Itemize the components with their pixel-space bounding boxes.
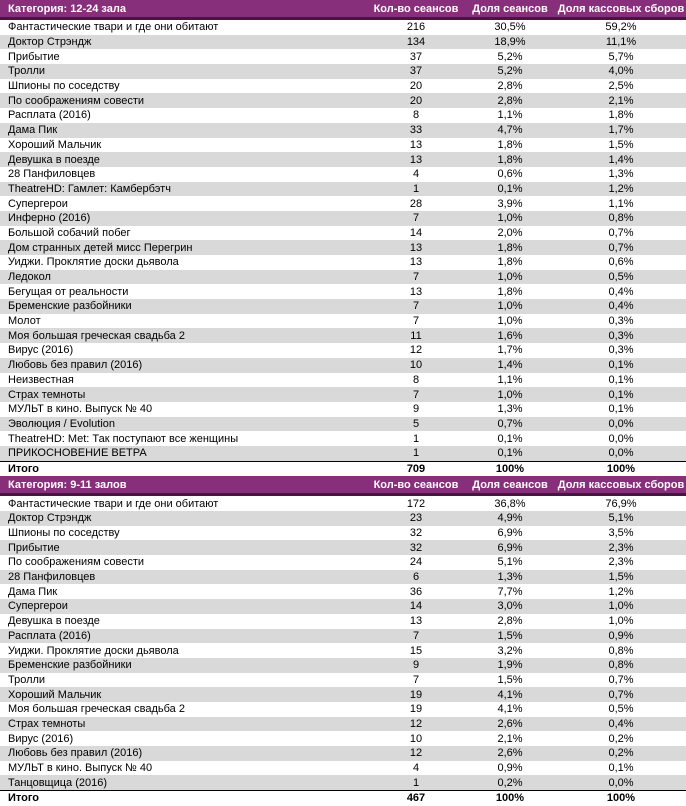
table-row (0, 240, 686, 255)
movie-title-cell: Расплата (2016) (8, 109, 91, 122)
sessions-count-cell: 20 (368, 93, 464, 108)
movie-title-cell: По соображениям совести (0, 93, 368, 108)
sessions-share-cell: 1,3% (464, 570, 556, 585)
movie-title-cell: Тролли (8, 673, 46, 686)
movie-title-cell: Дама Пик (8, 585, 58, 598)
sessions-share-cell: 2,8% (497, 615, 523, 628)
sessions-share-cell: 3,2% (497, 644, 523, 657)
sessions-count-cell: 15 (409, 644, 423, 657)
sessions-count-cell: 12 (409, 344, 423, 357)
boxoffice-share-cell: 0,8% (556, 211, 686, 226)
table-row (0, 495, 686, 511)
sessions-count-cell: 20 (409, 80, 423, 93)
table-row (0, 687, 686, 702)
boxoffice-share-cell: 1,5% (556, 570, 686, 585)
sessions-share-cell: 1,4% (464, 358, 556, 373)
sessions-share-cell: 0,1% (464, 182, 556, 197)
table-row (0, 673, 686, 688)
sessions-share-cell: 2,6% (464, 717, 556, 732)
sessions-share-cell: 1,8% (497, 138, 523, 151)
sessions-count-cell: 28 (409, 197, 423, 210)
total-label: Итого (0, 791, 368, 806)
sessions-share-cell: 4,1% (464, 687, 556, 702)
movie-title-cell: Хороший Мальчик (8, 138, 102, 151)
table-row (0, 511, 686, 526)
sessions-count-cell: 172 (406, 497, 426, 510)
boxoffice-share-cell: 0,8% (556, 658, 686, 673)
movie-title-cell: Неизвестная (8, 373, 74, 386)
sessions-share-cell: 1,5% (464, 629, 556, 644)
movie-title-cell: Страх темноты (0, 717, 368, 732)
table-row (0, 19, 686, 35)
sessions-share-cell: 1,0% (464, 387, 556, 402)
column-header-sessions-share: Доля сеансов (464, 476, 556, 495)
movie-title-cell: Бременские разбойники (0, 658, 368, 673)
movie-title-cell: Дама Пик (0, 123, 368, 138)
sessions-count-cell: 6 (368, 570, 464, 585)
table-row (0, 540, 686, 555)
boxoffice-share-cell: 0,1% (556, 358, 686, 373)
movie-title-cell: Эволюция / Evolution (0, 417, 368, 432)
sessions-share-cell: 0,1% (497, 432, 523, 445)
sessions-count-cell: 9 (368, 658, 464, 673)
column-header-boxoffice-share: Доля кассовых сборов (556, 476, 686, 495)
sessions-share-cell: 2,8% (497, 80, 523, 93)
boxoffice-share-cell: 11,1% (556, 35, 686, 50)
sessions-share-cell: 1,1% (497, 109, 523, 122)
sessions-count-cell: 10 (409, 732, 423, 745)
table-row (0, 658, 686, 673)
table-row (0, 431, 686, 446)
movie-title-cell: Ледокол (0, 270, 368, 285)
movie-title-cell: МУЛЬТ в кино. Выпуск № 40 (8, 762, 153, 775)
table-row (0, 555, 686, 570)
movie-title-cell: Большой собачий побег (8, 226, 131, 239)
table-row (0, 211, 686, 226)
sessions-count-cell: 37 (368, 64, 464, 79)
table-row (0, 182, 686, 197)
movie-title-cell: TheatreHD: Met: Так поступают все женщины (8, 432, 239, 445)
sessions-count-cell: 4 (412, 168, 420, 181)
total-boxoffice-share: 100% (556, 461, 686, 476)
table-row (0, 284, 686, 299)
sessions-share-cell: 1,0% (464, 299, 556, 314)
sessions-count-cell: 23 (368, 511, 464, 526)
table-row (0, 387, 686, 402)
movie-title-cell: Вирус (2016) (8, 732, 74, 745)
halls-9-11-table (0, 476, 686, 805)
sessions-count-cell: 36 (409, 585, 423, 598)
movie-title-cell: 28 Панфиловцев (0, 570, 368, 585)
boxoffice-share-cell: 0,7% (608, 673, 634, 686)
boxoffice-share-cell: 0,4% (608, 285, 634, 298)
sessions-count-cell: 13 (409, 615, 423, 628)
table-row (0, 226, 686, 241)
table-row (0, 328, 686, 343)
boxoffice-share-cell: 1,7% (556, 123, 686, 138)
table-row (0, 314, 686, 329)
sessions-share-cell: 2,0% (497, 226, 523, 239)
sessions-count-cell: 7 (368, 211, 464, 226)
sessions-count-cell: 32 (368, 540, 464, 555)
category-header: Категория: 12-24 зала (0, 0, 368, 19)
column-header-boxoffice-share: Доля кассовых сборов (556, 0, 686, 19)
boxoffice-share-cell: 0,5% (608, 703, 634, 716)
sessions-share-cell: 6,9% (464, 540, 556, 555)
table-row (0, 373, 686, 388)
category-header: Категория: 9-11 залов (0, 476, 368, 495)
table-row (0, 138, 686, 153)
movie-title-cell: Фантастические твари и где они обитают (8, 497, 219, 510)
boxoffice-share-cell: 2,3% (556, 540, 686, 555)
sessions-count-cell: 13 (368, 240, 464, 255)
boxoffice-share-cell: 2,5% (608, 80, 634, 93)
sessions-share-cell: 5,2% (464, 64, 556, 79)
sessions-count-cell: 7 (368, 629, 464, 644)
column-header-sessions-share: Доля сеансов (464, 0, 556, 19)
table-row (0, 584, 686, 599)
sessions-count-cell: 1 (368, 446, 464, 461)
movie-title-cell: Дом странных детей мисс Перегрин (0, 240, 368, 255)
table-row (0, 270, 686, 285)
total-sessions-share: 100% (464, 461, 556, 476)
movie-title-cell: Шпионы по соседству (8, 80, 120, 93)
table-row (0, 35, 686, 50)
sessions-count-cell: 7 (412, 315, 420, 328)
table-row (0, 417, 686, 432)
table-row (0, 526, 686, 541)
movie-title-cell: TheatreHD: Гамлет: Камбербэтч (0, 182, 368, 197)
table-row (0, 629, 686, 644)
total-sessions-count: 709 (368, 461, 464, 476)
sessions-share-cell: 5,1% (497, 556, 523, 569)
boxoffice-share-cell: 1,1% (608, 197, 634, 210)
boxoffice-share-cell: 59,2% (605, 21, 637, 34)
sessions-share-cell: 4,1% (497, 703, 523, 716)
table-row (0, 152, 686, 167)
table-row (0, 570, 686, 585)
boxoffice-share-cell: 0,1% (608, 762, 634, 775)
movie-title-cell: Любовь без правил (2016) (0, 746, 368, 761)
sessions-share-cell: 0,6% (497, 168, 523, 181)
sessions-share-cell: 1,6% (464, 328, 556, 343)
sessions-count-cell: 13 (409, 138, 423, 151)
table-row (0, 123, 686, 138)
boxoffice-share-cell: 2,3% (608, 556, 634, 569)
movie-title-cell: Уиджи. Проклятие доски дьявола (8, 644, 179, 657)
table-row (0, 196, 686, 211)
sessions-share-cell: 1,8% (497, 285, 523, 298)
boxoffice-share-cell: 1,4% (556, 152, 686, 167)
sessions-count-cell: 32 (409, 527, 423, 540)
sessions-count-cell: 19 (409, 703, 423, 716)
table-row (0, 343, 686, 358)
table-row (0, 775, 686, 790)
total-row (0, 461, 686, 476)
sessions-count-cell: 1 (412, 432, 420, 445)
movie-title-cell: Супергерои (0, 599, 368, 614)
table-row (0, 167, 686, 182)
sessions-count-cell: 14 (409, 226, 423, 239)
table-row (0, 717, 686, 732)
boxoffice-share-cell: 2,1% (556, 93, 686, 108)
boxoffice-share-cell: 1,8% (608, 109, 634, 122)
sessions-count-cell: 216 (406, 21, 426, 34)
sessions-share-cell: 18,9% (464, 35, 556, 50)
sessions-share-cell: 0,1% (464, 446, 556, 461)
boxoffice-share-cell: 0,0% (608, 432, 634, 445)
movie-title-cell: МУЛЬТ в кино. Выпуск № 40 (8, 403, 153, 416)
sessions-share-cell: 1,3% (497, 403, 523, 416)
table-row (0, 49, 686, 64)
sessions-share-cell: 6,9% (497, 527, 523, 540)
sessions-share-cell: 1,1% (497, 373, 523, 386)
movie-title-cell: Прибытие (8, 50, 60, 63)
boxoffice-share-cell: 5,1% (556, 511, 686, 526)
sessions-count-cell: 7 (368, 299, 464, 314)
table-row (0, 299, 686, 314)
sessions-count-cell: 19 (368, 687, 464, 702)
boxoffice-share-cell: 0,2% (556, 746, 686, 761)
sessions-share-cell: 5,2% (497, 50, 523, 63)
sessions-count-cell: 13 (409, 285, 423, 298)
sessions-share-cell: 1,5% (497, 673, 523, 686)
boxoffice-share-cell: 4,0% (556, 64, 686, 79)
boxoffice-share-cell: 0,0% (556, 446, 686, 461)
sessions-count-cell: 5 (368, 417, 464, 432)
movie-title-cell: По соображениям совести (8, 556, 145, 569)
sessions-share-cell: 2,1% (497, 732, 523, 745)
movie-title-cell: Шпионы по соседству (8, 527, 120, 540)
sessions-share-cell: 0,7% (464, 417, 556, 432)
sessions-count-cell: 1 (368, 775, 464, 790)
sessions-share-cell: 1,7% (497, 344, 523, 357)
sessions-share-cell: 0,2% (464, 775, 556, 790)
table-row (0, 599, 686, 614)
table-row (0, 402, 686, 417)
sessions-share-cell: 36,8% (494, 497, 526, 510)
movie-title-cell: Бегущая от реальности (8, 285, 129, 298)
boxoffice-share-cell: 0,9% (556, 629, 686, 644)
table-row (0, 79, 686, 94)
boxoffice-share-cell: 0,2% (608, 732, 634, 745)
table-row (0, 731, 686, 746)
sessions-share-cell: 1,0% (497, 315, 523, 328)
boxoffice-share-cell: 3,5% (608, 527, 634, 540)
movie-title-cell: Супергерои (8, 197, 68, 210)
table-row (0, 761, 686, 776)
total-row (0, 791, 686, 806)
sessions-count-cell: 1 (368, 182, 464, 197)
movie-title-cell: Прибытие (0, 540, 368, 555)
table-row (0, 446, 686, 461)
sessions-share-cell: 2,6% (464, 746, 556, 761)
boxoffice-share-cell: 0,1% (556, 387, 686, 402)
column-header-sessions-count: Кол-во сеансов (368, 0, 464, 19)
boxoffice-share-cell: 1,2% (608, 585, 634, 598)
boxoffice-share-cell: 0,4% (556, 717, 686, 732)
movie-title-cell: Моя большая греческая свадьба 2 (0, 328, 368, 343)
sessions-share-cell: 4,7% (464, 123, 556, 138)
sessions-share-cell: 4,9% (464, 511, 556, 526)
sessions-count-cell: 12 (368, 717, 464, 732)
movie-title-cell: Девушка в поезде (0, 152, 368, 167)
sessions-share-cell: 7,7% (497, 585, 523, 598)
boxoffice-share-cell: 0,6% (608, 256, 634, 269)
table-row (0, 358, 686, 373)
movie-title-cell: Доктор Стрэндж (0, 511, 368, 526)
table-row (0, 614, 686, 629)
movie-title-cell: 28 Панфиловцев (8, 168, 96, 181)
sessions-count-cell: 33 (368, 123, 464, 138)
sessions-count-cell: 7 (368, 270, 464, 285)
movie-title-cell: Молот (8, 315, 41, 328)
sessions-share-cell: 1,0% (464, 211, 556, 226)
boxoffice-share-cell: 1,5% (608, 138, 634, 151)
total-sessions-share: 100% (464, 791, 556, 806)
table-row (0, 702, 686, 717)
total-boxoffice-share: 100% (556, 791, 686, 806)
sessions-share-cell: 3,9% (497, 197, 523, 210)
movie-title-cell: Любовь без правил (2016) (0, 358, 368, 373)
table-row (0, 643, 686, 658)
boxoffice-share-cell: 0,0% (556, 775, 686, 790)
sessions-share-cell: 0,9% (497, 762, 523, 775)
sessions-count-cell: 13 (368, 152, 464, 167)
sessions-count-cell: 14 (368, 599, 464, 614)
table-row (0, 93, 686, 108)
movie-title-cell: Уиджи. Проклятие доски дьявола (8, 256, 179, 269)
boxoffice-share-cell: 0,7% (556, 240, 686, 255)
sessions-count-cell: 24 (409, 556, 423, 569)
sessions-count-cell: 12 (368, 746, 464, 761)
boxoffice-share-cell: 0,0% (556, 417, 686, 432)
sessions-share-cell: 1,0% (464, 270, 556, 285)
boxoffice-share-cell: 0,4% (556, 299, 686, 314)
sessions-count-cell: 11 (368, 328, 464, 343)
boxoffice-share-cell: 1,0% (556, 599, 686, 614)
sessions-share-cell: 2,8% (464, 93, 556, 108)
boxoffice-share-cell: 0,7% (608, 226, 634, 239)
boxoffice-share-cell: 0,3% (556, 328, 686, 343)
table-row (0, 746, 686, 761)
movie-title-cell: Доктор Стрэндж (0, 35, 368, 50)
movie-title-cell: Тролли (0, 64, 368, 79)
movie-title-cell: Вирус (2016) (8, 344, 74, 357)
movie-title-cell: Девушка в поезде (8, 615, 100, 628)
sessions-count-cell: 4 (412, 762, 420, 775)
boxoffice-share-cell: 5,7% (608, 50, 634, 63)
sessions-count-cell: 134 (368, 35, 464, 50)
boxoffice-share-cell: 0,8% (608, 644, 634, 657)
movie-title-cell: Страх темноты (0, 387, 368, 402)
sessions-share-cell: 1,8% (464, 152, 556, 167)
boxoffice-share-cell: 0,1% (608, 403, 634, 416)
boxoffice-share-cell: 1,2% (556, 182, 686, 197)
sessions-count-cell: 37 (409, 50, 423, 63)
sessions-count-cell: 9 (412, 403, 420, 416)
table-row (0, 64, 686, 79)
sessions-share-cell: 1,8% (464, 240, 556, 255)
boxoffice-share-cell: 0,1% (608, 373, 634, 386)
boxoffice-share-cell: 1,3% (608, 168, 634, 181)
boxoffice-share-cell: 1,0% (608, 615, 634, 628)
sessions-count-cell: 13 (409, 256, 423, 269)
sessions-share-cell: 1,9% (464, 658, 556, 673)
sessions-count-cell: 8 (412, 373, 420, 386)
column-header-sessions-count: Кол-во сеансов (368, 476, 464, 495)
movie-title-cell: Инферно (2016) (0, 211, 368, 226)
sessions-count-cell: 7 (412, 673, 420, 686)
sessions-share-cell: 1,8% (497, 256, 523, 269)
boxoffice-share-cell: 0,3% (608, 315, 634, 328)
table-row (0, 255, 686, 270)
table-header-row (0, 476, 686, 495)
movie-title-cell: Танцовщица (2016) (0, 775, 368, 790)
sessions-count-cell: 8 (412, 109, 420, 122)
sessions-count-cell: 10 (368, 358, 464, 373)
sessions-count-cell: 7 (368, 387, 464, 402)
table-row (0, 108, 686, 123)
movie-title-cell: ПРИКОСНОВЕНИЕ ВЕТРА (0, 446, 368, 461)
movie-title-cell: Моя большая греческая свадьба 2 (8, 703, 185, 716)
boxoffice-share-cell: 0,7% (556, 687, 686, 702)
movie-title-cell: Расплата (2016) (0, 629, 368, 644)
table-header-row (0, 0, 686, 19)
boxoffice-share-cell: 0,3% (608, 344, 634, 357)
movie-title-cell: Бременские разбойники (0, 299, 368, 314)
movie-title-cell: Хороший Мальчик (0, 687, 368, 702)
movie-title-cell: Фантастические твари и где они обитают (8, 21, 219, 34)
total-sessions-count: 467 (368, 791, 464, 806)
boxoffice-share-cell: 0,5% (556, 270, 686, 285)
sessions-share-cell: 3,0% (464, 599, 556, 614)
total-label: Итого (0, 461, 368, 476)
boxoffice-share-cell: 76,9% (605, 497, 637, 510)
sessions-share-cell: 30,5% (494, 21, 526, 34)
